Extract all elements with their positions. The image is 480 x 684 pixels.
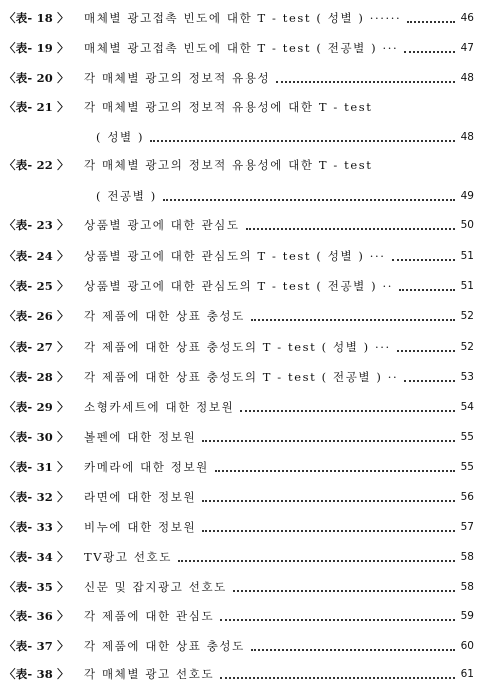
toc-entry [0, 487, 480, 507]
table-number: 〈表- 25 〉 [4, 279, 69, 293]
toc-entry [0, 547, 480, 567]
table-title: 볼펜에 대한 정보원 [84, 430, 197, 444]
table-number: 〈表- 33 〉 [4, 520, 69, 534]
table-number: 〈表- 28 〉 [4, 370, 69, 384]
page-number: 58 [460, 581, 474, 593]
page-number: 56 [460, 491, 474, 503]
table-title: 소형카세트에 대한 정보원 [84, 400, 235, 414]
table-title: 각 제품에 대한 상표 충성도 [84, 309, 245, 323]
dot-leader [150, 140, 455, 142]
toc-entry [0, 306, 480, 326]
page-number: 58 [460, 551, 474, 563]
toc-entry [0, 427, 480, 447]
dot-leader [392, 259, 455, 261]
table-number: 〈表- 20 〉 [4, 71, 69, 85]
dot-leader [220, 677, 455, 679]
page-number: 48 [460, 131, 474, 143]
table-title: 각 제품에 대한 상표 충성도의 T - test ( 성별 ) ··· [84, 340, 391, 354]
toc-entry [0, 664, 480, 684]
toc-entry [0, 337, 480, 357]
page-number: 49 [460, 190, 474, 202]
table-title: 각 제품에 대한 상표 충성도의 T - test ( 전공별 ) ·· [84, 370, 399, 384]
page-number: 54 [460, 401, 474, 413]
dot-leader [202, 440, 455, 442]
table-number: 〈表- 37 〉 [4, 639, 69, 653]
toc-entry [0, 68, 480, 88]
toc-entry [0, 97, 480, 117]
page-number: 60 [460, 640, 474, 652]
table-title: 라면에 대한 정보원 [84, 490, 197, 504]
dot-leader [220, 619, 455, 621]
dot-leader [404, 51, 455, 53]
dot-leader [397, 350, 455, 352]
page-number: 51 [460, 250, 474, 262]
table-title: 카메라에 대한 정보원 [84, 460, 209, 474]
table-title: 매체별 광고접촉 빈도에 대한 T - test ( 성별 ) ······ [84, 11, 402, 25]
table-title: 각 매체별 광고의 정보적 유용성에 대한 T - test [84, 158, 373, 172]
table-title: 상품별 광고에 대한 관심도의 T - test ( 전공별 ) ·· [84, 279, 393, 293]
dot-leader [251, 649, 455, 651]
table-number: 〈表- 31 〉 [4, 460, 69, 474]
dot-leader [202, 530, 455, 532]
toc-entry [0, 155, 480, 175]
page-number: 59 [460, 610, 474, 622]
table-number: 〈表- 29 〉 [4, 400, 69, 414]
toc-entry [0, 186, 480, 206]
table-title: 각 매체별 광고 선호도 [84, 667, 215, 681]
table-number: 〈表- 38 〉 [4, 667, 69, 681]
dot-leader [178, 560, 455, 562]
page-number: 52 [460, 310, 474, 322]
table-title: 각 매체별 광고의 정보적 유용성에 대한 T - test [84, 100, 373, 114]
page-number: 51 [460, 280, 474, 292]
page-number: 57 [460, 521, 474, 533]
table-number: 〈表- 34 〉 [4, 550, 69, 564]
toc-entry [0, 397, 480, 417]
dot-leader [251, 319, 455, 321]
table-number: 〈表- 26 〉 [4, 309, 69, 323]
toc-entry [0, 38, 480, 58]
toc-entry [0, 246, 480, 266]
table-number: 〈表- 32 〉 [4, 490, 69, 504]
page-number: 52 [460, 341, 474, 353]
table-title: 상품별 광고에 대한 관심도 [84, 218, 240, 232]
dot-leader [163, 199, 455, 201]
table-title-continuation: ( 전공별 ) [96, 189, 157, 203]
page-number: 46 [460, 12, 474, 24]
toc-entry [0, 577, 480, 597]
toc-entry [0, 127, 480, 147]
dot-leader [202, 500, 455, 502]
toc-entry [0, 517, 480, 537]
table-title: 각 제품에 대한 관심도 [84, 609, 215, 623]
table-number: 〈表- 21 〉 [4, 100, 69, 114]
dot-leader [233, 590, 455, 592]
dot-leader [276, 81, 455, 83]
toc-entry [0, 457, 480, 477]
table-title: 각 제품에 대한 상표 충성도 [84, 639, 245, 653]
page-number: 55 [460, 431, 474, 443]
table-number: 〈表- 23 〉 [4, 218, 69, 232]
toc-entry [0, 8, 480, 28]
dot-leader [240, 410, 455, 412]
table-title-continuation: ( 성별 ) [96, 130, 145, 144]
table-number: 〈表- 36 〉 [4, 609, 69, 623]
toc-entry [0, 215, 480, 235]
dot-leader [399, 289, 455, 291]
dot-leader [215, 470, 455, 472]
page-number: 47 [460, 42, 474, 54]
table-title: 신문 및 잡지광고 선호도 [84, 580, 227, 594]
page-number: 53 [460, 371, 474, 383]
table-number: 〈表- 35 〉 [4, 580, 69, 594]
table-title: 상품별 광고에 대한 관심도의 T - test ( 성별 ) ··· [84, 249, 386, 263]
table-title: 비누에 대한 정보원 [84, 520, 197, 534]
table-title: 매체별 광고접촉 빈도에 대한 T - test ( 전공별 ) ··· [84, 41, 399, 55]
table-number: 〈表- 18 〉 [4, 11, 69, 25]
toc-entry [0, 367, 480, 387]
table-number: 〈表- 24 〉 [4, 249, 69, 263]
page-number: 50 [460, 219, 474, 231]
dot-leader [404, 380, 455, 382]
toc-entry [0, 636, 480, 656]
page-number: 55 [460, 461, 474, 473]
table-number: 〈表- 19 〉 [4, 41, 69, 55]
page-number: 48 [460, 72, 474, 84]
dot-leader [246, 228, 455, 230]
page-number: 61 [460, 668, 474, 680]
table-title: TV광고 선호도 [84, 550, 172, 564]
toc-entry [0, 276, 480, 296]
table-number: 〈表- 30 〉 [4, 430, 69, 444]
table-title: 각 매체별 광고의 정보적 유용성 [84, 71, 271, 85]
dot-leader [407, 21, 455, 23]
table-number: 〈表- 22 〉 [4, 158, 69, 172]
table-number: 〈表- 27 〉 [4, 340, 69, 354]
toc-entry [0, 606, 480, 626]
